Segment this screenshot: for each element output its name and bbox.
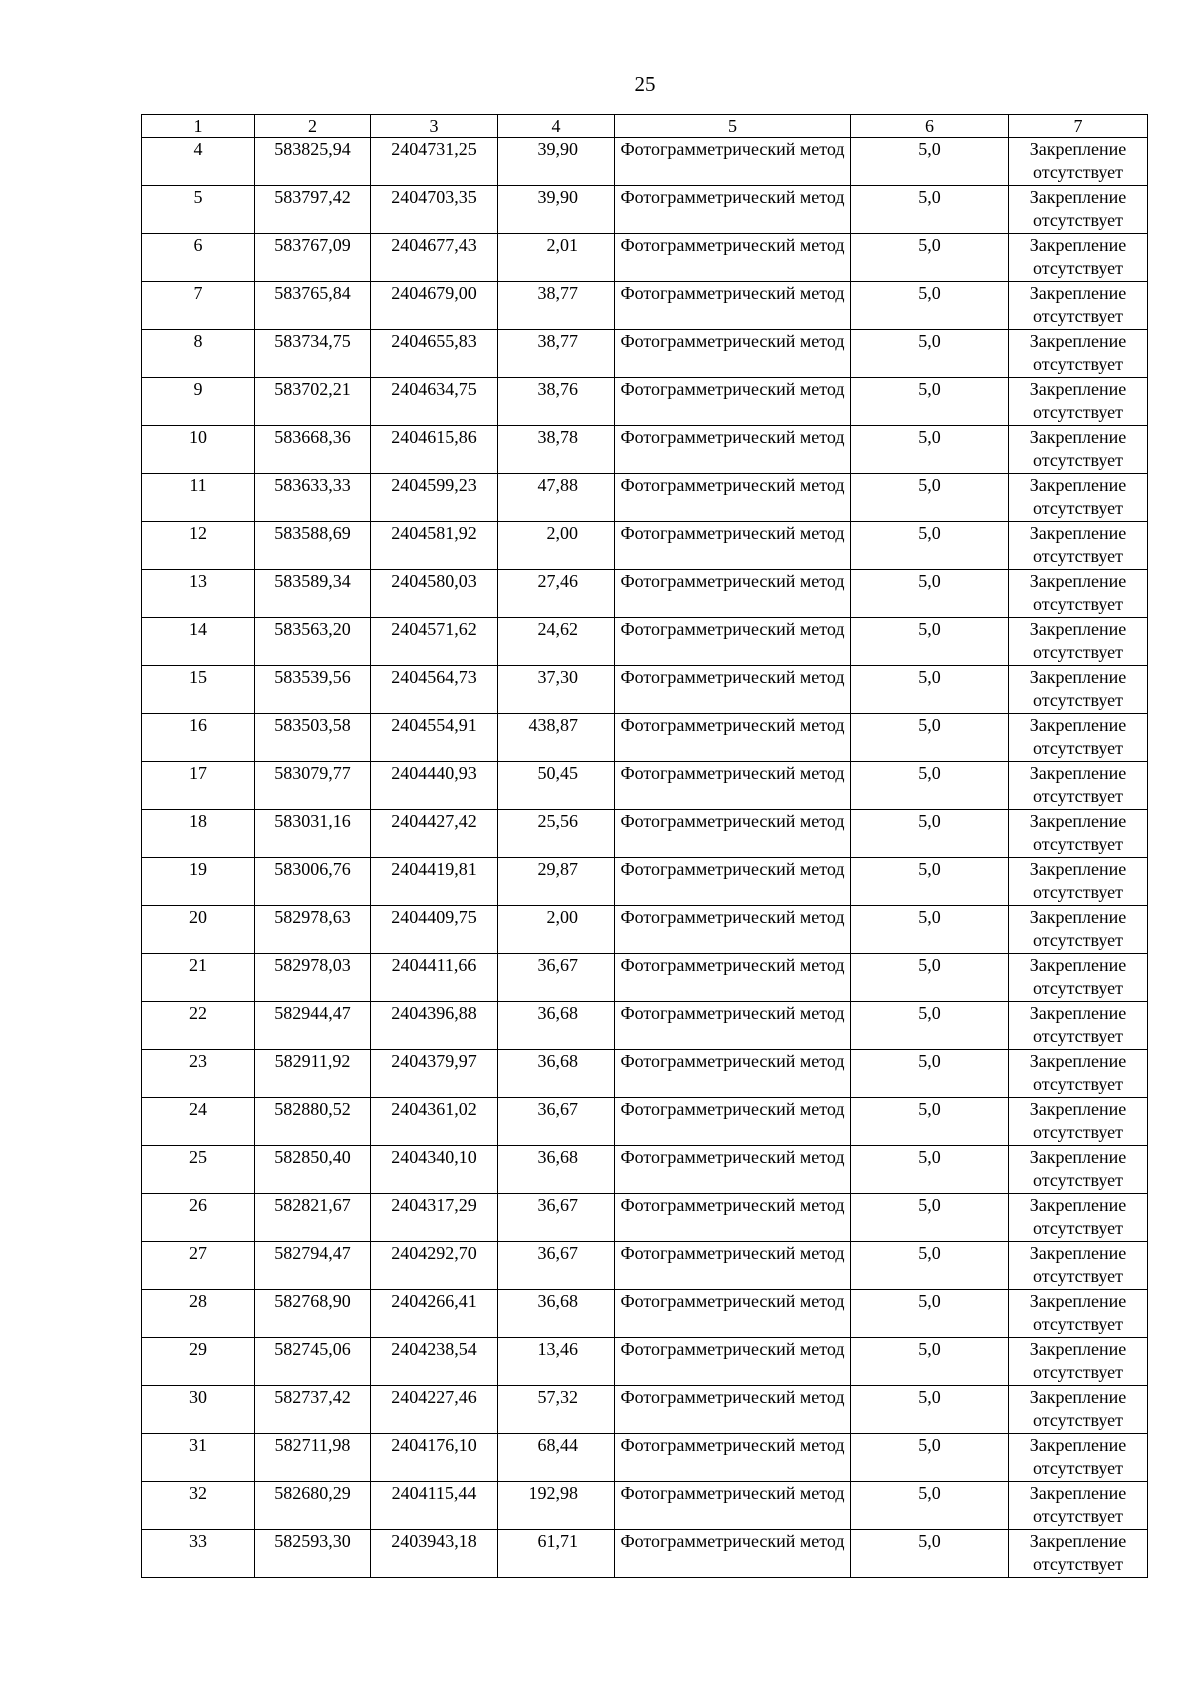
point-number-cell: 21 (142, 954, 255, 1002)
fixing-description-cell: Закрепление отсутствует (1009, 906, 1148, 954)
accuracy-cell: 5,0 (851, 1386, 1009, 1434)
method-cell: Фотограмметрический метод (615, 474, 851, 522)
point-number-cell: 23 (142, 1050, 255, 1098)
point-number-cell: 31 (142, 1434, 255, 1482)
x-coordinate-cell: 583006,76 (255, 858, 371, 906)
point-number-cell: 24 (142, 1098, 255, 1146)
x-coordinate-cell: 583031,16 (255, 810, 371, 858)
point-number-cell: 9 (142, 378, 255, 426)
distance-cell: 61,71 (498, 1530, 615, 1578)
method-cell: Фотограмметрический метод (615, 714, 851, 762)
table-row (142, 1050, 1148, 1098)
table-row (142, 1146, 1148, 1194)
accuracy-cell: 5,0 (851, 1482, 1009, 1530)
fixing-description-cell: Закрепление отсутствует (1009, 186, 1148, 234)
column-header: 3 (371, 115, 498, 138)
point-number-cell: 30 (142, 1386, 255, 1434)
x-coordinate-cell: 583589,34 (255, 570, 371, 618)
x-coordinate-cell: 582711,98 (255, 1434, 371, 1482)
point-number-cell: 10 (142, 426, 255, 474)
fixing-description-cell: Закрепление отсутствует (1009, 858, 1148, 906)
y-coordinate-cell: 2404379,97 (371, 1050, 498, 1098)
column-header: 5 (615, 115, 851, 138)
accuracy-cell: 5,0 (851, 954, 1009, 1002)
method-cell: Фотограмметрический метод (615, 186, 851, 234)
distance-cell: 24,62 (498, 618, 615, 666)
page-number: 25 (634, 72, 656, 96)
table-row (142, 1482, 1148, 1530)
point-number-cell: 16 (142, 714, 255, 762)
table-row (142, 1386, 1148, 1434)
method-cell: Фотограмметрический метод (615, 1290, 851, 1338)
distance-cell: 57,32 (498, 1386, 615, 1434)
y-coordinate-cell: 2404317,29 (371, 1194, 498, 1242)
table-row (142, 186, 1148, 234)
y-coordinate-cell: 2404634,75 (371, 378, 498, 426)
x-coordinate-cell: 583767,09 (255, 234, 371, 282)
y-coordinate-cell: 2404581,92 (371, 522, 498, 570)
coordinates-table (141, 114, 1148, 1578)
accuracy-cell: 5,0 (851, 1290, 1009, 1338)
method-cell: Фотограмметрический метод (615, 1146, 851, 1194)
distance-cell: 38,77 (498, 330, 615, 378)
distance-cell: 68,44 (498, 1434, 615, 1482)
y-coordinate-cell: 2404396,88 (371, 1002, 498, 1050)
fixing-description-cell: Закрепление отсутствует (1009, 1050, 1148, 1098)
y-coordinate-cell: 2404427,42 (371, 810, 498, 858)
method-cell: Фотограмметрический метод (615, 570, 851, 618)
distance-cell: 438,87 (498, 714, 615, 762)
fixing-description-cell: Закрепление отсутствует (1009, 810, 1148, 858)
table-row (142, 474, 1148, 522)
table-row (142, 378, 1148, 426)
y-coordinate-cell: 2404227,46 (371, 1386, 498, 1434)
method-cell: Фотограмметрический метод (615, 426, 851, 474)
fixing-description-cell: Закрепление отсутствует (1009, 1530, 1148, 1578)
method-cell: Фотограмметрический метод (615, 1194, 851, 1242)
table-row (142, 426, 1148, 474)
y-coordinate-cell: 2404564,73 (371, 666, 498, 714)
y-coordinate-cell: 2404599,23 (371, 474, 498, 522)
y-coordinate-cell: 2404731,25 (371, 138, 498, 186)
method-cell: Фотограмметрический метод (615, 282, 851, 330)
x-coordinate-cell: 582978,63 (255, 906, 371, 954)
distance-cell: 47,88 (498, 474, 615, 522)
y-coordinate-cell: 2404238,54 (371, 1338, 498, 1386)
method-cell: Фотограмметрический метод (615, 522, 851, 570)
y-coordinate-cell: 2404409,75 (371, 906, 498, 954)
fixing-description-cell: Закрепление отсутствует (1009, 762, 1148, 810)
accuracy-cell: 5,0 (851, 474, 1009, 522)
x-coordinate-cell: 582978,03 (255, 954, 371, 1002)
fixing-description-cell: Закрепление отсутствует (1009, 1146, 1148, 1194)
table-row (142, 522, 1148, 570)
x-coordinate-cell: 582593,30 (255, 1530, 371, 1578)
table-row (142, 1338, 1148, 1386)
point-number-cell: 25 (142, 1146, 255, 1194)
y-coordinate-cell: 2404176,10 (371, 1434, 498, 1482)
fixing-description-cell: Закрепление отсутствует (1009, 1338, 1148, 1386)
distance-cell: 39,90 (498, 138, 615, 186)
method-cell: Фотограмметрический метод (615, 618, 851, 666)
method-cell: Фотограмметрический метод (615, 138, 851, 186)
point-number-cell: 7 (142, 282, 255, 330)
method-cell: Фотограмметрический метод (615, 234, 851, 282)
fixing-description-cell: Закрепление отсутствует (1009, 282, 1148, 330)
x-coordinate-cell: 583563,20 (255, 618, 371, 666)
accuracy-cell: 5,0 (851, 1530, 1009, 1578)
y-coordinate-cell: 2404571,62 (371, 618, 498, 666)
accuracy-cell: 5,0 (851, 1242, 1009, 1290)
x-coordinate-cell: 583702,21 (255, 378, 371, 426)
accuracy-cell: 5,0 (851, 666, 1009, 714)
y-coordinate-cell: 2404615,86 (371, 426, 498, 474)
table-row (142, 762, 1148, 810)
accuracy-cell: 5,0 (851, 522, 1009, 570)
fixing-description-cell: Закрепление отсутствует (1009, 1482, 1148, 1530)
point-number-cell: 6 (142, 234, 255, 282)
distance-cell: 37,30 (498, 666, 615, 714)
table-row (142, 1530, 1148, 1578)
distance-cell: 13,46 (498, 1338, 615, 1386)
method-cell: Фотограмметрический метод (615, 954, 851, 1002)
fixing-description-cell: Закрепление отсутствует (1009, 666, 1148, 714)
y-coordinate-cell: 2404419,81 (371, 858, 498, 906)
distance-cell: 27,46 (498, 570, 615, 618)
distance-cell: 36,68 (498, 1002, 615, 1050)
point-number-cell: 20 (142, 906, 255, 954)
y-coordinate-cell: 2404292,70 (371, 1242, 498, 1290)
fixing-description-cell: Закрепление отсутствует (1009, 138, 1148, 186)
fixing-description-cell: Закрепление отсутствует (1009, 570, 1148, 618)
x-coordinate-cell: 583539,56 (255, 666, 371, 714)
distance-cell: 36,68 (498, 1050, 615, 1098)
method-cell: Фотограмметрический метод (615, 1434, 851, 1482)
table-row (142, 1434, 1148, 1482)
table-row (142, 666, 1148, 714)
table-row (142, 1290, 1148, 1338)
method-cell: Фотограмметрический метод (615, 378, 851, 426)
x-coordinate-cell: 582680,29 (255, 1482, 371, 1530)
accuracy-cell: 5,0 (851, 1338, 1009, 1386)
x-coordinate-cell: 583734,75 (255, 330, 371, 378)
x-coordinate-cell: 582794,47 (255, 1242, 371, 1290)
accuracy-cell: 5,0 (851, 1146, 1009, 1194)
accuracy-cell: 5,0 (851, 186, 1009, 234)
x-coordinate-cell: 583668,36 (255, 426, 371, 474)
method-cell: Фотограмметрический метод (615, 810, 851, 858)
method-cell: Фотограмметрический метод (615, 906, 851, 954)
x-coordinate-cell: 582944,47 (255, 1002, 371, 1050)
distance-cell: 38,76 (498, 378, 615, 426)
method-cell: Фотограмметрический метод (615, 1050, 851, 1098)
accuracy-cell: 5,0 (851, 234, 1009, 282)
distance-cell: 38,78 (498, 426, 615, 474)
distance-cell: 2,00 (498, 522, 615, 570)
y-coordinate-cell: 2404340,10 (371, 1146, 498, 1194)
x-coordinate-cell: 583797,42 (255, 186, 371, 234)
column-header: 2 (255, 115, 371, 138)
accuracy-cell: 5,0 (851, 810, 1009, 858)
table-body (142, 115, 1148, 1578)
point-number-cell: 12 (142, 522, 255, 570)
fixing-description-cell: Закрепление отсутствует (1009, 1002, 1148, 1050)
x-coordinate-cell: 583079,77 (255, 762, 371, 810)
y-coordinate-cell: 2404411,66 (371, 954, 498, 1002)
distance-cell: 36,67 (498, 1194, 615, 1242)
y-coordinate-cell: 2404554,91 (371, 714, 498, 762)
point-number-cell: 15 (142, 666, 255, 714)
point-number-cell: 14 (142, 618, 255, 666)
fixing-description-cell: Закрепление отсутствует (1009, 426, 1148, 474)
column-header: 6 (851, 115, 1009, 138)
fixing-description-cell: Закрепление отсутствует (1009, 1098, 1148, 1146)
accuracy-cell: 5,0 (851, 858, 1009, 906)
method-cell: Фотограмметрический метод (615, 666, 851, 714)
distance-cell: 192,98 (498, 1482, 615, 1530)
accuracy-cell: 5,0 (851, 1002, 1009, 1050)
point-number-cell: 26 (142, 1194, 255, 1242)
point-number-cell: 27 (142, 1242, 255, 1290)
table-row (142, 1194, 1148, 1242)
method-cell: Фотограмметрический метод (615, 858, 851, 906)
table-row (142, 714, 1148, 762)
distance-cell: 50,45 (498, 762, 615, 810)
table-row (142, 954, 1148, 1002)
table-row (142, 618, 1148, 666)
accuracy-cell: 5,0 (851, 1050, 1009, 1098)
method-cell: Фотограмметрический метод (615, 1242, 851, 1290)
method-cell: Фотограмметрический метод (615, 1482, 851, 1530)
table-row (142, 1242, 1148, 1290)
table-row (142, 1098, 1148, 1146)
table-row (142, 1002, 1148, 1050)
accuracy-cell: 5,0 (851, 330, 1009, 378)
accuracy-cell: 5,0 (851, 618, 1009, 666)
fixing-description-cell: Закрепление отсутствует (1009, 954, 1148, 1002)
accuracy-cell: 5,0 (851, 762, 1009, 810)
point-number-cell: 28 (142, 1290, 255, 1338)
x-coordinate-cell: 582745,06 (255, 1338, 371, 1386)
distance-cell: 36,67 (498, 1242, 615, 1290)
accuracy-cell: 5,0 (851, 426, 1009, 474)
point-number-cell: 29 (142, 1338, 255, 1386)
fixing-description-cell: Закрепление отсутствует (1009, 474, 1148, 522)
fixing-description-cell: Закрепление отсутствует (1009, 714, 1148, 762)
point-number-cell: 8 (142, 330, 255, 378)
x-coordinate-cell: 583503,58 (255, 714, 371, 762)
x-coordinate-cell: 582737,42 (255, 1386, 371, 1434)
accuracy-cell: 5,0 (851, 282, 1009, 330)
accuracy-cell: 5,0 (851, 138, 1009, 186)
y-coordinate-cell: 2404703,35 (371, 186, 498, 234)
fixing-description-cell: Закрепление отсутствует (1009, 234, 1148, 282)
fixing-description-cell: Закрепление отсутствует (1009, 522, 1148, 570)
table-row (142, 810, 1148, 858)
method-cell: Фотограмметрический метод (615, 1530, 851, 1578)
method-cell: Фотограмметрический метод (615, 1338, 851, 1386)
y-coordinate-cell: 2404677,43 (371, 234, 498, 282)
column-header: 7 (1009, 115, 1148, 138)
x-coordinate-cell: 582768,90 (255, 1290, 371, 1338)
x-coordinate-cell: 582850,40 (255, 1146, 371, 1194)
fixing-description-cell: Закрепление отсутствует (1009, 1386, 1148, 1434)
x-coordinate-cell: 582880,52 (255, 1098, 371, 1146)
x-coordinate-cell: 583765,84 (255, 282, 371, 330)
distance-cell: 36,67 (498, 1098, 615, 1146)
point-number-cell: 4 (142, 138, 255, 186)
y-coordinate-cell: 2404679,00 (371, 282, 498, 330)
table-row (142, 330, 1148, 378)
point-number-cell: 13 (142, 570, 255, 618)
point-number-cell: 22 (142, 1002, 255, 1050)
distance-cell: 2,01 (498, 234, 615, 282)
accuracy-cell: 5,0 (851, 1098, 1009, 1146)
distance-cell: 38,77 (498, 282, 615, 330)
table-row (142, 282, 1148, 330)
method-cell: Фотограмметрический метод (615, 1098, 851, 1146)
column-header: 4 (498, 115, 615, 138)
table-row (142, 858, 1148, 906)
method-cell: Фотограмметрический метод (615, 762, 851, 810)
distance-cell: 36,67 (498, 954, 615, 1002)
fixing-description-cell: Закрепление отсутствует (1009, 1290, 1148, 1338)
y-coordinate-cell: 2404266,41 (371, 1290, 498, 1338)
y-coordinate-cell: 2404580,03 (371, 570, 498, 618)
x-coordinate-cell: 583825,94 (255, 138, 371, 186)
point-number-cell: 17 (142, 762, 255, 810)
accuracy-cell: 5,0 (851, 1194, 1009, 1242)
y-coordinate-cell: 2403943,18 (371, 1530, 498, 1578)
fixing-description-cell: Закрепление отсутствует (1009, 1242, 1148, 1290)
distance-cell: 25,56 (498, 810, 615, 858)
accuracy-cell: 5,0 (851, 714, 1009, 762)
distance-cell: 2,00 (498, 906, 615, 954)
point-number-cell: 11 (142, 474, 255, 522)
table-row (142, 906, 1148, 954)
y-coordinate-cell: 2404361,02 (371, 1098, 498, 1146)
table-row (142, 234, 1148, 282)
x-coordinate-cell: 582911,92 (255, 1050, 371, 1098)
point-number-cell: 33 (142, 1530, 255, 1578)
table-row (142, 138, 1148, 186)
accuracy-cell: 5,0 (851, 1434, 1009, 1482)
table-row (142, 570, 1148, 618)
y-coordinate-cell: 2404440,93 (371, 762, 498, 810)
point-number-cell: 5 (142, 186, 255, 234)
x-coordinate-cell: 583633,33 (255, 474, 371, 522)
table-header-row (142, 115, 1148, 138)
y-coordinate-cell: 2404115,44 (371, 1482, 498, 1530)
distance-cell: 39,90 (498, 186, 615, 234)
method-cell: Фотограмметрический метод (615, 1386, 851, 1434)
point-number-cell: 19 (142, 858, 255, 906)
point-number-cell: 18 (142, 810, 255, 858)
x-coordinate-cell: 582821,67 (255, 1194, 371, 1242)
fixing-description-cell: Закрепление отсутствует (1009, 378, 1148, 426)
column-header: 1 (142, 115, 255, 138)
distance-cell: 29,87 (498, 858, 615, 906)
point-number-cell: 32 (142, 1482, 255, 1530)
fixing-description-cell: Закрепление отсутствует (1009, 1434, 1148, 1482)
accuracy-cell: 5,0 (851, 378, 1009, 426)
accuracy-cell: 5,0 (851, 906, 1009, 954)
distance-cell: 36,68 (498, 1290, 615, 1338)
method-cell: Фотограмметрический метод (615, 1002, 851, 1050)
method-cell: Фотограмметрический метод (615, 330, 851, 378)
y-coordinate-cell: 2404655,83 (371, 330, 498, 378)
fixing-description-cell: Закрепление отсутствует (1009, 618, 1148, 666)
x-coordinate-cell: 583588,69 (255, 522, 371, 570)
distance-cell: 36,68 (498, 1146, 615, 1194)
fixing-description-cell: Закрепление отсутствует (1009, 330, 1148, 378)
fixing-description-cell: Закрепление отсутствует (1009, 1194, 1148, 1242)
accuracy-cell: 5,0 (851, 570, 1009, 618)
